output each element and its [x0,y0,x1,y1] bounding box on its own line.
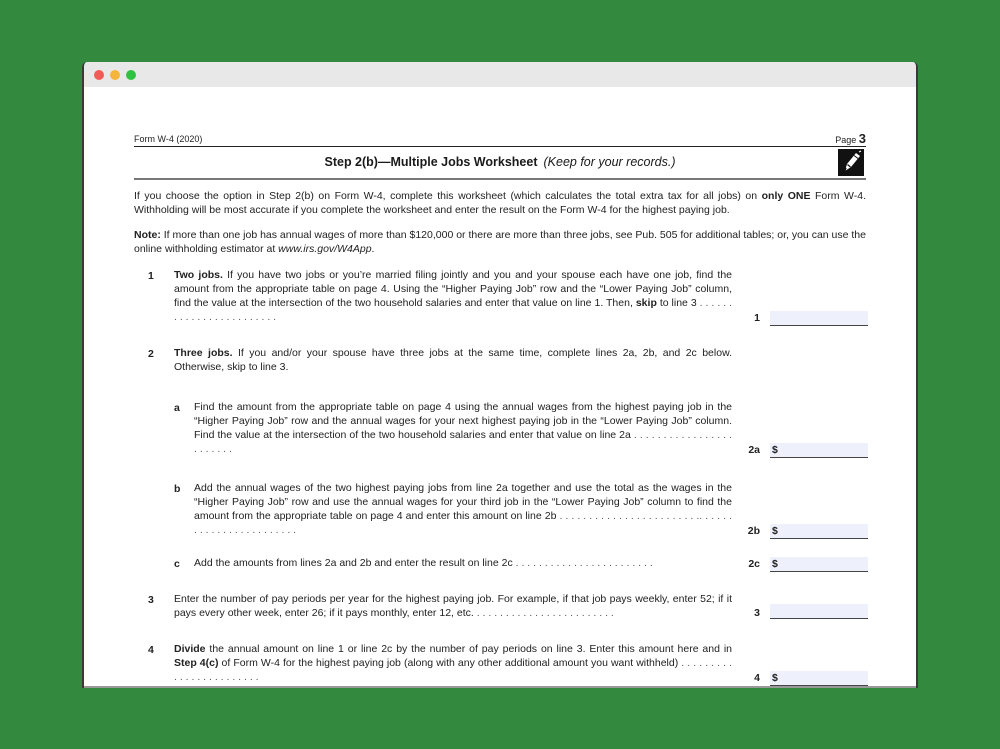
browser-window [82,62,918,688]
page-indicator [835,131,866,146]
item-1-number: 1 [148,270,154,282]
item-2-body: If you and/or your spouse have three jobs at the same time, complete lines 2a, 2b, and 2c below. Otherwise, skip to line 3. [174,347,732,373]
line-2c-dollar: $ [772,558,778,570]
intro-emphasis: only ONE [761,190,811,202]
maximize-window-button[interactable] [126,70,136,80]
line-2b-input[interactable] [770,524,868,539]
line-2b-dollar: $ [772,525,778,537]
line-2a-input[interactable] [770,443,868,458]
intro-text-end: Form W-4. Withholding will be most accurate if you complete the worksheet and enter the result on the Form W-4 for the highest paying job. [134,190,866,216]
intro-paragraph [134,189,866,217]
leader-dots: . . . . . . . . . . . . . . . . . . . . . . . . [476,607,614,619]
minimize-window-button[interactable] [110,70,120,80]
item-4-body-end: of Form W-4 for the highest paying job (along with any other additional amount you want withheld) [218,657,679,669]
withholding-estimator-link[interactable]: www.irs.gov/W4App [278,243,372,255]
item-2a-text [194,400,732,456]
page-number: 3 [858,131,866,146]
item-2a-body: Find the amount from the appropriate table on page 4 using the annual wages from the highest paying job in the “Higher Paying Job” row and the annual wages for your next highest paying job in the “Lower Paying Job” column. Find the value at the intersection of the two household salaries and enter that value on line 2a [194,401,732,441]
line-2a-label: 2a [748,444,760,456]
item-1-heading: Two jobs. [174,269,223,281]
window-titlebar [84,62,916,87]
page-cutoff-edge [84,686,916,688]
item-2-number: 2 [148,348,154,360]
item-2c-letter: c [174,558,180,570]
item-4-text [174,642,732,684]
form-id: Form W-4 (2020) [134,134,203,144]
item-2b-text [194,481,732,537]
leader-dots: . . . . . . . . . . . . . . . . . . . . . . . . [174,297,732,323]
item-2c-body: Add the amounts from lines 2a and 2b and enter the result on line 2c [194,557,513,569]
note-text: If more than one job has annual wages of more than $120,000 or there are more than three jobs, see Pub. 505 for additional tables; or, you can use the online withholding estimator at [134,229,866,255]
line-2a-dollar: $ [772,444,778,456]
line-2b-label: 2b [747,525,760,537]
item-1-body: If you have two jobs or you’re married filing jointly and you and your spouse each have one job, find the amount from the appropriate table on page 4. Using the “Higher Paying Job” row and the “Lower Paying Job” column, find the value at the intersection of the two household salaries and enter that value on line 1. Then, [174,269,732,309]
line-1-label: 1 [754,312,760,324]
leader-dots: . . . . . . . . . . . . . . . . . . . . . . . . [194,429,732,455]
item-1-body-end: to line 3 [656,297,697,309]
line-2c-input[interactable] [770,557,868,572]
item-2b-letter: b [174,483,181,495]
leader-dots: . . . . . . . . . . . . . . . . . . . . . . . . [515,557,653,569]
item-2a-letter: a [174,402,180,414]
line-2c-label: 2c [748,558,760,570]
pencil-icon [838,149,864,176]
item-1-skip: skip [635,297,657,309]
item-2-heading: Three jobs. [174,347,233,359]
item-3-text [174,592,732,620]
title-rule [134,178,866,180]
item-2c-text [194,556,732,570]
page-label: Page [835,135,857,145]
worksheet-title-bold: Step 2(b)—Multiple Jobs Worksheet [324,155,538,169]
line-1-input[interactable] [770,311,868,326]
item-3-number: 3 [148,594,154,606]
item-1-text [174,268,732,324]
item-2-text [174,346,732,374]
close-window-button[interactable] [94,70,104,80]
item-4-body: the annual amount on line 1 or line 2c by the number of pay periods on line 3. Enter this amount here and in [205,643,732,655]
note-paragraph [134,228,866,256]
leader-dots: . . . . . . . . . . . . . . . . . . . . . . . . [559,510,700,522]
line-3-input[interactable] [770,604,868,619]
item-4-number: 4 [148,644,154,656]
line-4-label: 4 [754,672,760,684]
line-4-dollar: $ [772,672,778,684]
leader-dots: . . . . . . . . . . . . . . . . . . . . . . . . [174,657,732,683]
item-4-heading: Divide [174,643,206,655]
header-rule [134,146,866,147]
form-document [84,87,916,688]
intro-text: If you choose the option in Step 2(b) on Form W-4, complete this worksheet (which calculates the total extra tax for all jobs) on [134,190,762,202]
worksheet-title-note: (Keep for your records.) [543,155,676,169]
item-2b-body: Add the annual wages of the two highest paying jobs from line 2a together and use the total as the wages in the “Higher Paying Job” row and use the annual wages for your third job in the “Lower Paying Job” column to find the amount from the appropriate table on page 4 and enter this amount on line 2b [194,482,732,522]
line-4-input[interactable] [770,671,868,686]
worksheet-title [134,155,866,169]
leader-dots: . . . . . . . . . . . . . . . . . . . . . . . . [194,510,732,536]
line-3-label: 3 [754,607,760,619]
item-4-step-ref: Step 4(c) [174,657,219,669]
note-end: . [371,243,375,255]
item-3-body: Enter the number of pay periods per year for the highest paying job. For example, if that job pays weekly, enter 52; if it pays every other week, enter 26; if it pays monthly, enter 12, etc. [174,593,732,619]
note-label: Note: [134,229,161,241]
